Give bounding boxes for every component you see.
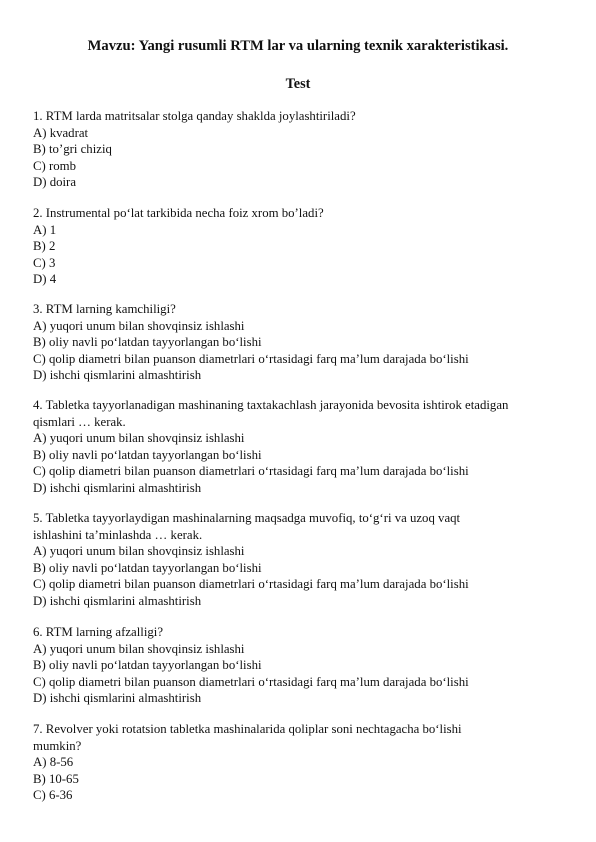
- question-text-continued: ishlashini ta’minlashda … kerak.: [33, 527, 203, 542]
- question-5: [33, 510, 573, 610]
- answer-option-b: B) oliy navli po‘latdan tayyorlangan bo‘lishi: [33, 335, 262, 350]
- question-text: 4. Tabletka tayyorlanadigan mashinaning taxtakachlash jarayonida bevosita ishtirok etadigan: [33, 398, 509, 412]
- question-4: [33, 397, 573, 497]
- answer-option-c: C) 6-36: [33, 788, 73, 803]
- question-text: 1. RTM larda matritsalar stolga qanday shaklda joylashtiriladi?: [33, 109, 356, 123]
- question-text: 5. Tabletka tayyorlaydigan mashinalarning maqsadga muvofiq, to‘g‘ri va uzoq vaqt: [33, 511, 461, 525]
- question-2: [33, 205, 573, 288]
- answer-option-c: C) romb: [33, 158, 77, 173]
- answer-option-c: C) qolip diametri bilan puanson diametrlari o‘rtasidagi farq ma’lum darajada bo‘lishi: [33, 464, 469, 479]
- answer-option-b: B) 2: [33, 239, 56, 254]
- answer-option-d: D) doira: [33, 175, 76, 190]
- answer-option-d: D) ishchi qismlarini almashtirish: [33, 691, 202, 706]
- answer-option-c: C) qolip diametri bilan puanson diametrlari o‘rtasidagi farq ma’lum darajada bo‘lishi: [33, 351, 469, 366]
- answer-option-b: B) 10-65: [33, 771, 79, 786]
- question-7: [33, 721, 573, 804]
- answer-option-b: B) oliy navli po‘latdan tayyorlangan bo‘lishi: [33, 447, 262, 462]
- question-1: [33, 108, 573, 191]
- answer-option-b: B) oliy navli po‘latdan tayyorlangan bo‘lishi: [33, 658, 262, 673]
- question-text-continued: qismlari … kerak.: [33, 414, 126, 429]
- answer-option-a: A) yuqori unum bilan shovqinsiz ishlashi: [33, 431, 245, 446]
- answer-option-c: C) qolip diametri bilan puanson diametrlari o‘rtasidagi farq ma’lum darajada bo‘lishi: [33, 577, 469, 592]
- answer-option-b: B) to’gri chiziq: [33, 142, 112, 157]
- document-subtitle: Test: [285, 76, 311, 92]
- question-text: 2. Instrumental po‘lat tarkibida necha foiz xrom bo’ladi?: [33, 206, 324, 220]
- question-text: 6. RTM larning afzalligi?: [33, 625, 164, 639]
- answer-option-d: D) 4: [33, 272, 57, 287]
- question-6: [33, 624, 573, 707]
- answer-option-a: A) 1: [33, 222, 57, 237]
- answer-option-a: A) yuqori unum bilan shovqinsiz ishlashi: [33, 544, 245, 559]
- answer-option-b: B) oliy navli po‘latdan tayyorlangan bo‘lishi: [33, 560, 262, 575]
- answer-option-a: A) yuqori unum bilan shovqinsiz ishlashi: [33, 318, 245, 333]
- answer-option-a: A) kvadrat: [33, 125, 89, 140]
- question-text-continued: mumkin?: [33, 738, 82, 753]
- answer-option-d: D) ishchi qismlarini almashtirish: [33, 593, 202, 608]
- question-text: 7. Revolver yoki rotatsion tabletka mashinalarida qoliplar soni nechtagacha bo‘lishi: [33, 722, 462, 736]
- answer-option-c: C) 3: [33, 255, 56, 270]
- document-title: Mavzu: Yangi rusumli RTM lar va ularning texnik xarakteristikasi.: [87, 38, 509, 54]
- answer-option-c: C) qolip diametri bilan puanson diametrlari o‘rtasidagi farq ma’lum darajada bo‘lishi: [33, 674, 469, 689]
- question-text: 3. RTM larning kamchiligi?: [33, 302, 176, 316]
- answer-option-a: A) yuqori unum bilan shovqinsiz ishlashi: [33, 641, 245, 656]
- answer-option-d: D) ishchi qismlarini almashtirish: [33, 368, 202, 383]
- answer-option-d: D) ishchi qismlarini almashtirish: [33, 480, 202, 495]
- question-3: [33, 301, 573, 384]
- answer-option-a: A) 8-56: [33, 755, 74, 770]
